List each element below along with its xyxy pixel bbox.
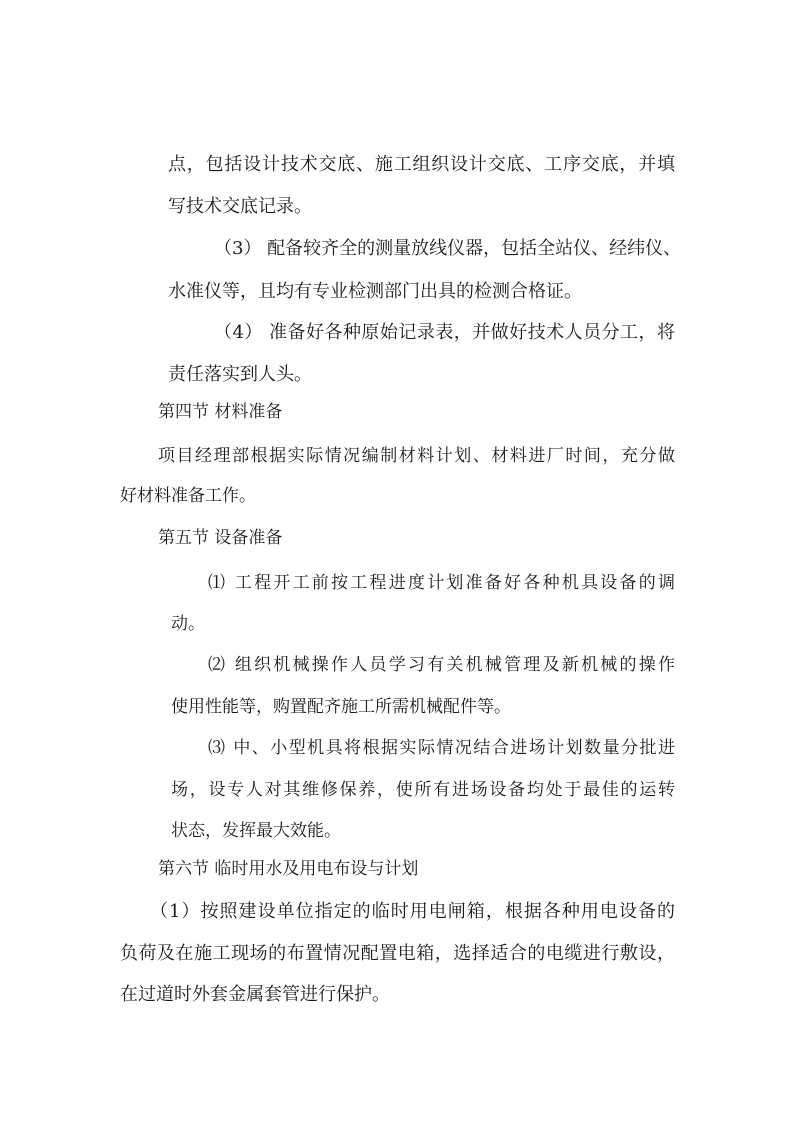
- section-heading-materials: 第四节 材料准备: [158, 402, 283, 422]
- equipment-item-3-line: ⑶ 中、小型机具将根据实际情况结合进场计划数量分批进: [208, 738, 675, 758]
- section-body-line: 好材料准备工作。: [120, 486, 256, 506]
- utilities-item-1-line: 负荷及在施工现场的布置情况配置电箱，选择适合的电缆进行敷设，: [120, 943, 675, 964]
- section-heading-equipment: 第五节 设备准备: [158, 528, 283, 548]
- utilities-item-1-line: （1）按照建设单位指定的临时用电闸箱，根据各种用电设备的: [150, 901, 675, 922]
- paragraph-line: 点，包括设计技术交底、施工组织设计交底、工序交底，并填: [168, 154, 675, 175]
- equipment-item-2-line: ⑵ 组织机械操作人员学习有关机械管理及新机械的操作: [208, 655, 675, 675]
- list-item-3-line: 水准仪等，且均有专业检测部门出具的检测合格证。: [168, 281, 582, 302]
- list-item-3-line: （3） 配备较齐全的测量放线仪器，包括全站仪、经纬仪、: [214, 238, 682, 259]
- equipment-item-3-line: 场，设专人对其维修保养，使所有进场设备均处于最佳的运转: [171, 780, 675, 800]
- section-body-line: 项目经理部根据实际情况编制材料计划、材料进厂时间，充分做: [158, 446, 675, 466]
- equipment-item-1-line: 动。: [171, 614, 205, 634]
- equipment-item-3-line: 状态，发挥最大效能。: [171, 821, 341, 841]
- paragraph-line: 写技术交底记录。: [168, 196, 312, 217]
- list-item-4-line: （4） 准备好各种原始记录表，并做好技术人员分工，将: [214, 322, 675, 343]
- equipment-item-2-line: 使用性能等，购置配齐施工所需机械配件等。: [171, 697, 511, 717]
- list-item-4-line: 责任落实到人头。: [168, 364, 312, 385]
- section-heading-temp-utilities: 第六节 临时用水及用电布设与计划: [158, 859, 419, 879]
- utilities-item-1-line: 在过道时外套金属套管进行保护。: [120, 984, 390, 1005]
- equipment-item-1-line: ⑴ 工程开工前按工程进度计划准备好各种机具设备的调: [208, 573, 675, 593]
